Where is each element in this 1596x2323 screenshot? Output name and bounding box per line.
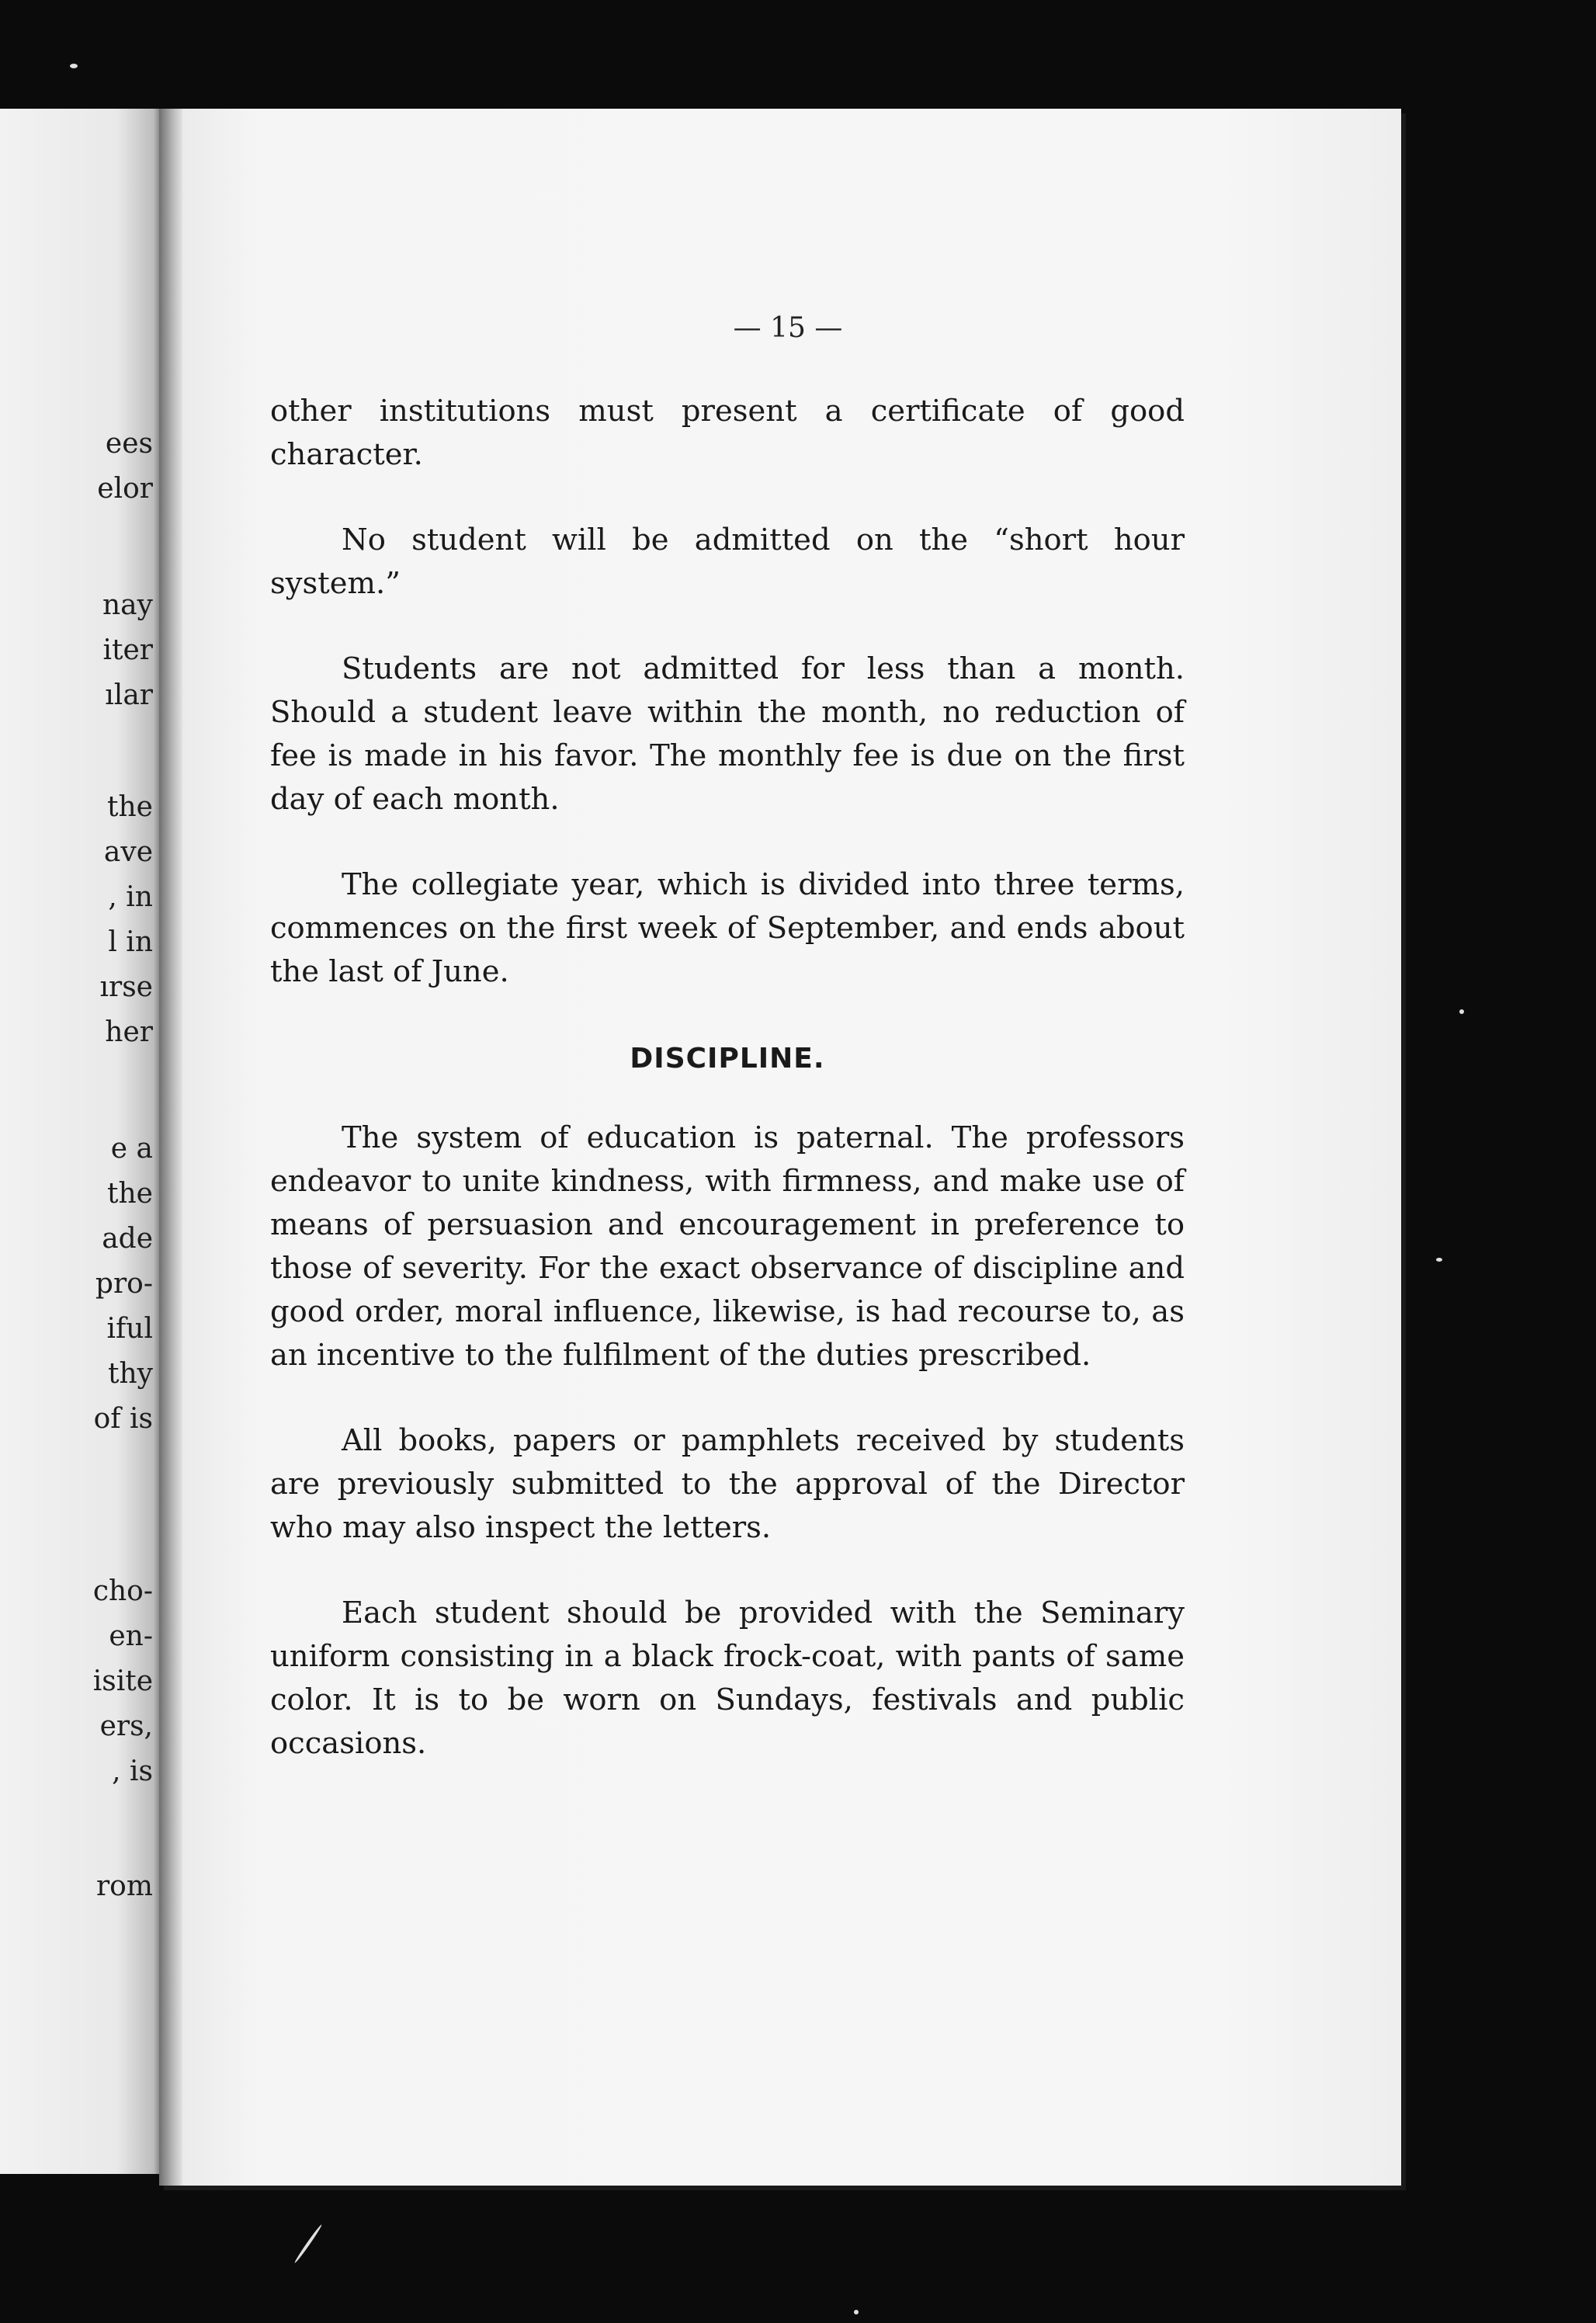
paragraph: Students are not admitted for less than a month. Should a student leave within the month, no reduction of fee is made in his favor. The monthly fee is due on the first day of each month. xyxy=(270,651,1185,817)
facing-page-fragment: ırse xyxy=(99,971,153,1003)
facing-page-fragment: elor xyxy=(97,473,153,505)
facing-page-fragment: the xyxy=(107,791,153,823)
facing-page-fragment: , is xyxy=(112,1755,153,1787)
facing-page-fragment: ılar xyxy=(105,679,153,711)
paragraph: All books, papers or pamphlets received by students are previously submitted to the approval of the Director who may also inspect the letters. xyxy=(270,1423,1185,1545)
facing-page-fragment: the xyxy=(107,1178,153,1210)
facing-page-fragment: l in xyxy=(108,926,153,958)
facing-page-fragment: isite xyxy=(92,1665,153,1697)
facing-page xyxy=(0,109,167,2174)
document-page xyxy=(159,109,1401,2186)
facing-page-fragment: , in xyxy=(108,881,153,913)
facing-page-fragment: of is xyxy=(93,1403,153,1435)
facing-page-fragment: e a xyxy=(110,1133,153,1165)
paragraph: other institutions must present a certificate of good character. xyxy=(270,394,1185,472)
facing-page-fragment: pro- xyxy=(95,1268,153,1300)
facing-page-fragment: rom xyxy=(95,1870,153,1902)
facing-page-fragment: ave xyxy=(103,836,153,868)
facing-page-fragment: ade xyxy=(102,1223,153,1255)
page-body xyxy=(270,390,1185,1807)
paragraph: Each student should be provided with the Seminary uniform consisting in a black frock-coat, with pants of same color. It is to be worn on Sundays, festivals and public occasions. xyxy=(270,1596,1185,1761)
page-spine-shadow xyxy=(159,109,182,2186)
facing-page-fragment: en- xyxy=(109,1620,153,1652)
paragraph: The collegiate year, which is divided into three terms, commences on the first week of September, and ends about the last of June. xyxy=(270,867,1185,989)
facing-page-fragment: cho- xyxy=(92,1575,153,1607)
paragraph: The system of education is paternal. The professors endeavor to unite kindness, with firmness, and make use of means of persuasion and encouragement in preference to those of severity. For the exact observance of discipline and good order, moral influence, likewise, is had recourse to, as an incentive to the fulfilment of the duties prescribed. xyxy=(270,1120,1185,1373)
facing-page-fragment: ees xyxy=(105,428,153,460)
page-number: — 15 — xyxy=(733,312,843,344)
section-heading: DISCIPLINE. xyxy=(630,1043,825,1075)
facing-page-fragment: her xyxy=(105,1016,153,1048)
facing-page-fragment: iful xyxy=(106,1313,153,1345)
facing-page-fragment: thy xyxy=(108,1358,153,1390)
facing-page-fragment: ers, xyxy=(99,1710,153,1742)
facing-page-fragment: iter xyxy=(102,634,153,666)
facing-page-fragment: nay xyxy=(102,589,153,621)
paragraph: No student will be admitted on the “short hour system.” xyxy=(270,523,1185,601)
